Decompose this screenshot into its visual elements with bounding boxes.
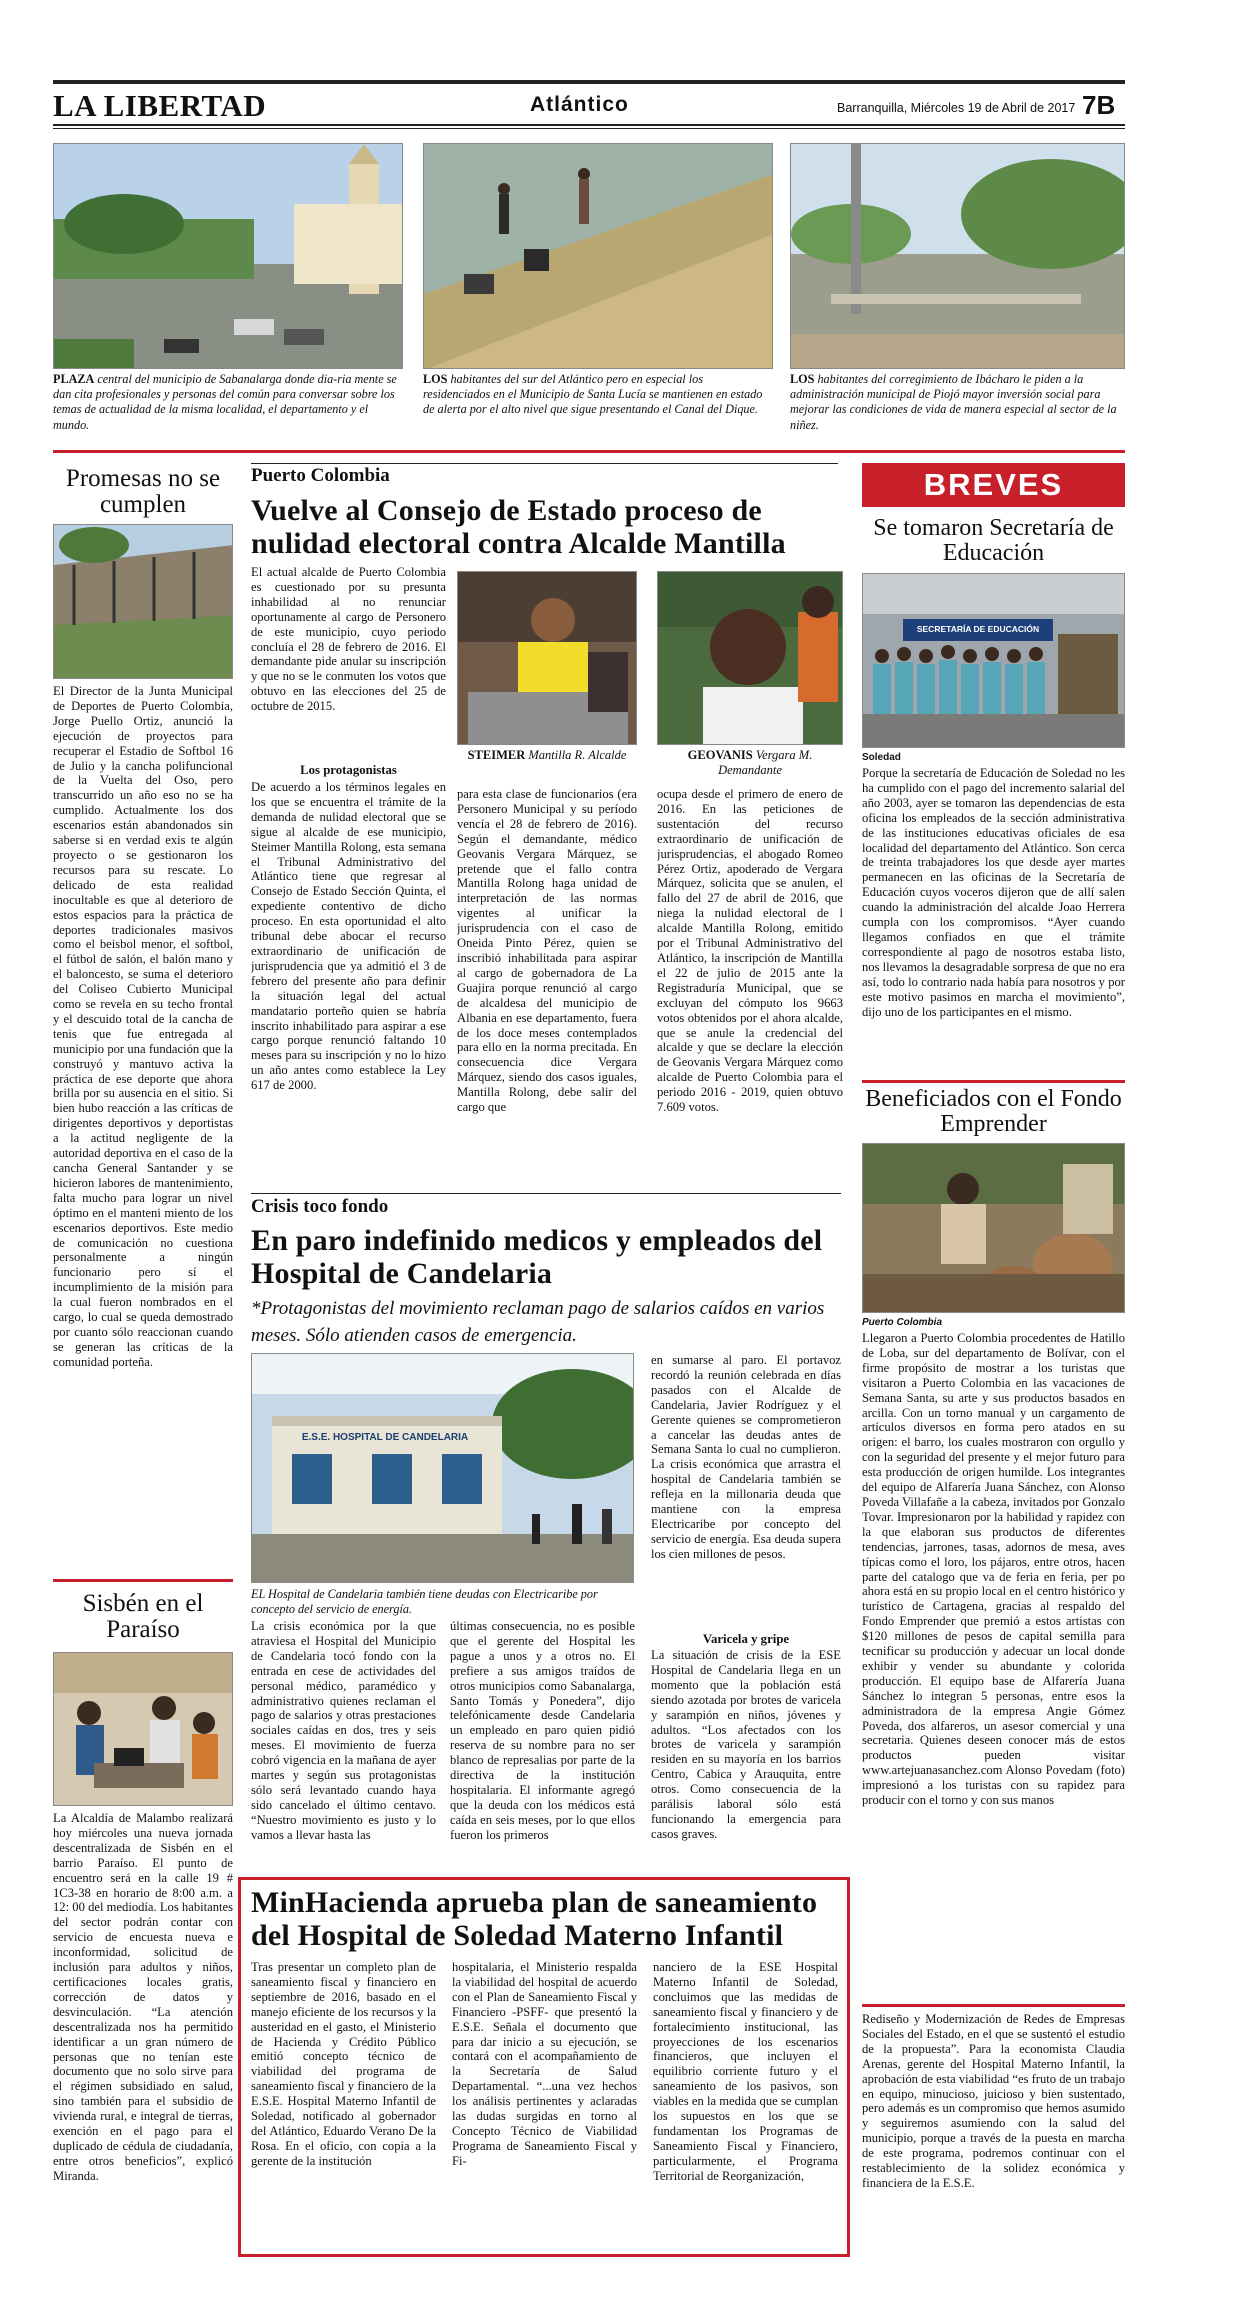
header-bottom-rule-2 bbox=[53, 128, 1125, 129]
page-number: 7B bbox=[1082, 90, 1116, 120]
photo-alfareria bbox=[862, 1143, 1125, 1313]
hospital-kicker: Crisis toco fondo bbox=[251, 1196, 389, 1217]
hospital-col3: en sumarse al paro. El portavoz recordó la reunión celebrada en días pasados con el Alcalde de Candelaria, Javier Rodríguez y el Gerente quienes se comprometieron a cancelar las deudas antes de Semana Santa lo cual no cumplieron. La crisis económica que arrastra el hospital de Candelaria también se refleja en la millonaria deuda que mantiene con la empresa Electricaribe por concepto del servicio de energía. Esa deuda supera los cien millones de pesos. bbox=[651, 1353, 841, 1561]
caption-canal-dique: LOS habitantes del sur del Atlántico pero en especial los residenciados en el Municipio de Santa Lucía se mantienen en estado de alerta por el alto nivel que sigue presentando el Canal del Dique. bbox=[423, 372, 763, 417]
consejo-kicker: Puerto Colombia bbox=[251, 465, 390, 486]
hospital-col1: La crisis económica por la que atraviesa el Hospital del Municipio de Candelaria tocó fondo con la entrada en cese de actividades del personal médico, paramédico y administrativo quienes reclaman el pago de salarios y otras prestaciones sociales caídas en dos, tres y seis meses. El movimiento de fuerza cobró vigencia en la mañana de ayer martes y según sus protagonistas sólo será levantado cuando haya sido cancelado el último centavo. “Nuestro movimiento es justo y lo vamos a llevar hasta las bbox=[251, 1619, 436, 1842]
consejo-headline: Vuelve al Consejo de Estado proceso de nulidad electoral contra Alcalde Mantilla bbox=[251, 494, 786, 560]
sisben-body: La Alcaldía de Malambo realizará hoy miércoles una nueva jornada descentralizada de Sisbén en el barrio Paraíso. El punto de encuentro será en la calle 19 # 1C3-38 en horario de 8:00 a.m. a 12: 00 del mediodía. Los habitantes del sector podrán contar con servicio de encuesta nueva e inconformidad, solicitud de inclusión para adultos y niños, certificaciones locales gratis, corrección de datos y desvinculación. “La atención descentralizada nos ha permitido identificar a un gran número de personas que no tenían este documento que no solo sirve para el régimen subsidiado en salud, sino también para el subsidio de vivienda rural, e integral de tierras, exención en el pago para el duplicado de cédula de ciudadanía, entre otros beneficios”, explicó Miranda. bbox=[53, 1811, 233, 2183]
photo-stadium bbox=[53, 524, 233, 679]
hospital-deck: *Protagonistas del movimiento reclaman pago de salarios caídos en varios meses. Sólo atienden casos de emergencia. bbox=[251, 1298, 825, 1346]
caption-geovanis: GEOVANIS Vergara M. Demandante bbox=[687, 748, 813, 777]
breves-story2-body: Llegaron a Puerto Colombia procedentes de Hatillo de Loba, sur del departamento de Bolívar, con el firme propósito de mostrar a los turistas que visitaron a Puerto Colombia en las vacaciones de Semana Santa, su arte y sus productos basados en arcilla. Con un torno manual y un cargamento de artículos diversos en forma pero atados en su origen: el barro, los cuales mostraron con orgullo y con la seguridad del presente y el mejor futuro para esta producción de origen humilde. Los integrantes del equipo de Alfarería Juana Sánchez, con Alonso Poveda Villafañe a la cabeza, invitados por Gonzalo Tovar. Impresionaron por la habilidad y rapidez con la que elaboran sus productos de diferentes tendencias, jarrones, tasas, adornos de mesa, aves típicas como el loro, los pájaros, entre otros, hacen parte del catalogo que va de feria en feria, per po ahora está en su propio local en el centro histórico y turístico de Cartagena, gracias al respaldo del Fondo Emprender que premió a estos artistas con $120 millones de pesos de capital semilla para tecnificar su producción y adecuar un local donde exhibir y vender su abundante y colorida producción. El equipo base de Alfarería Juana Sánchez lo integran 5 personas, entre esos la administradora de la empresa Angie Gómez Poveda, dos alfareros, un asesor comercial y una secretaria. Quienes deseen conocer más de estos productos pueden visitar www.artejuanasanchez.com Alonso Povedam (foto) impresionó a los turistas con su rapidez para producir con el torno y con sus manos bbox=[862, 1331, 1125, 1808]
left-red-rule bbox=[53, 1579, 233, 1582]
newspaper-name: LA LIBERTAD bbox=[53, 88, 267, 123]
consejo-subhead: Los protagonistas bbox=[300, 763, 397, 777]
breves-banner: BREVES bbox=[862, 463, 1125, 507]
breves-divider bbox=[862, 1080, 1125, 1083]
photo-sisben bbox=[53, 1652, 233, 1806]
consejo-top-rule bbox=[251, 463, 838, 464]
promesas-title: Promesas no se cumplen bbox=[65, 465, 221, 518]
section-name: Atlántico bbox=[530, 93, 629, 116]
consejo-col2: para esta clase de funcionarios (era Personero Municipal y su período vencía el 28 de febrero de 2016). Según el demandante, médico Geovanis Vergara Márquez, se pretende que el fallo contra Mantilla Rolong haga unidad de interpretación de las normas vigentes al unificar la jurisprudencia con el caso de Oneida Pinto Pérez, quien se inscribió inhabilitada para aspirar al cargo de gobernadora de La Guajira porque renunció al cargo de alcaldesa del municipio de Albania en ese departamento, fuera de los doce meses contemplados para ello en la norma precitada. En consecuencia dice Vergara Márquez, siendo dos casos iguales, Mantilla Rolong, debe salir del cargo que bbox=[457, 787, 637, 1115]
caption-ibacharo: LOS habitantes del corregimiento de Ibácharo le piden a la administración municipal de Piojó mayor inversión social para mejorar las condiciones de vida de manera especial al sector de la niñez. bbox=[790, 372, 1117, 432]
photo-ibacharo bbox=[790, 143, 1125, 369]
minhacienda-col4: Rediseño y Modernización de Redes de Empresas Sociales del Estado, en el que se sustentó el estudio de la propuesta”. Para la economista Claudia Arenas, gerente del Hospital Materno Infantil, la aprobación de esta viabilidad “es fruto de un trabajo en equipo, minucioso, juicioso y bien sustentado, pero además es un compromiso que hemos asumido y seguiremos asumiendo con la salud del municipio, porque a través de la puesta en marcha de este programa, podremos continuar con el restablecimiento de la solidez económica y financiera de la E.S.E. bbox=[862, 2012, 1125, 2190]
consejo-col1: El actual alcalde de Puerto Colombia es cuestionado por su presunta inhabilidad al no renunciar oportunamente al cargo de Personero de este municipio, cuyo periodo concluía el 28 de febrero de 2016. El demandante pide anular su inscripción y que no se le conmuten los votos que obtuvo en las elecciones del 25 de octubre de 2015. bbox=[251, 565, 446, 714]
minhacienda-headline: MinHacienda aprueba plan de saneamiento del Hospital de Soledad Materno Infantil bbox=[251, 1886, 818, 1952]
caption-steimer: STEIMER Mantilla R. Alcalde bbox=[467, 748, 627, 762]
breves-story1-body: Porque la secretaría de Educación de Soledad no les ha cumplido con el pago del incremento salarial del año 2003, ayer se tomaron las dependencias de esta oficina los empleados de la sección administrativa de las instituciones educativas oficiales de esa localidad del departamento del Atlántico. Son cerca de treinta trabajadores los que desde ayer martes permanecen en las oficinas de la Secretaría de Educación cuyos voceros dijeron que de allí salen cuando la administración del alcalde Joao Herrera cumpla con los compromisos. “Ayer cuando llegamos confiados en que el trámite correspondiente al pago de nosotros estaba listo, nos llevamos la desagradable sorpresa de que no era así, todo lo contrario nada había para nosotros y por este motivo pasimos en marcha el movimiento”, dijo uno de los participantes en el mismo. bbox=[862, 766, 1125, 1019]
secretaria-sign: SECRETARÍA DE EDUCACIÓN bbox=[916, 624, 1040, 634]
photo-secretaria bbox=[862, 573, 1125, 748]
promesas-body: El Director de la Junta Municipal de Deportes de Puerto Colombia, Jorge Puello Ortiz, anunció la ejecución de proyectos para recuperar el Estadio de Softbol 16 de Julio y la cancha polifuncional de la Vuelta del Oso, pero transcurrido un año eso no se ha cumplido. Actualmente los dos escenarios están abandonados sin saberse si en verdad exis te algún proyecto o se gestionaron los recursos para su rescate. Lo delicado de esta realidad inocultable es que al deterioro de estos espacios para la práctica de deportes tradicionales masivos como el beisbol menor, el softbol, el fútbol de salón, el balón mano y el baloncesto, se suma el deterioro del Coliseo Cubierto Municipal como se revela en su techo frontal y el descuido total de la cancha de tenis que fue entregada al municipio por una fundación que la construyó y mantuvo activa la práctica de ese deporte que ahora brilla por su ausencia en el sitio. Si bien hubo reacción a las críticas de dirigentes deportivos y deportistas a la actitud negligente de la autoridad deportiva en el caso de la cancha General Santander y se hicieron labores de mantenimiento, falta mucho para lograr un nivel óptimo en el manteni miento de los escenarios deportivos. Este medio de comunicación no cuestiona personalmente a ningún funcionario pero sí el incumplimiento de la misión para la cual fueron nombrados en el cargo, lo cual se queda demostrado por cuanto sólo reaccionan cuando se generan las críticas de la comunidad porteña. bbox=[53, 684, 233, 1369]
minhacienda-col2: hospitalaria, el Ministerio respalda la viabilidad del hospital de acuerdo con el Plan de Saneamiento Fiscal y Financiero -PSFF- que presentó la E.S.E. Señala el documento que para dar inicio a su ejecución, se contará con el acompañamiento de la Secretaría de Salud Departamental. “...una vez hechos los análisis pertinentes y aclaradas las dudas surgidas en torno al Concepto Técnico de Viabilidad Programa de Saneamiento Fiscal y Fi- bbox=[452, 1960, 637, 2168]
header-top-rule bbox=[53, 80, 1125, 84]
photo-hospital-candelaria bbox=[251, 1353, 634, 1583]
photo-geovanis bbox=[657, 571, 843, 745]
sisben-title: Sisbén en el Paraíso bbox=[82, 1590, 204, 1643]
breves-story2-location: Puerto Colombia bbox=[862, 1317, 943, 1328]
hospital-headline: En paro indefinido medicos y empleados del Hospital de Candelaria bbox=[251, 1224, 823, 1290]
consejo-col3: ocupa desde el primero de enero de 2016. En las peticiones de sustentación del recurso extraordinario de unificación de jurisprudencias, el abogado Romeo Pérez Ortiz, apoderado de Vergara Márquez, solicita que se anulen, el fallo del 27 de abril de 2016, que niega la nulidad electoral de l alcalde Mantilla Rolong, emitido por el Tribunal Administrativo del Atlántico, la inscripción de Mantilla el 22 de julio de 2015 ante la Registraduría Municipal, que se excluyan del cómputo los 9663 votos obtenidos por el ahora alcalde, que se anule la credencial del alcalde y que se declare la elección de Geovanis Vergara Márquez como alcalde de Puerto Colombia para el periodo 2016 - 2019, quien obtuvo 7.609 votos. bbox=[657, 787, 843, 1115]
photo-canal-del-dique bbox=[423, 143, 773, 369]
issue-date: Barranquilla, Miércoles 19 de Abril de 2017 bbox=[837, 101, 1076, 115]
photo-steimer bbox=[457, 571, 637, 745]
breves-bottom-rule bbox=[862, 2004, 1125, 2007]
photo-sabanalarga-plaza bbox=[53, 143, 403, 369]
breves-story2-title: Beneficiados con el Fondo Emprender bbox=[865, 1086, 1122, 1137]
minhacienda-col1: Tras presentar un completo plan de saneamiento fiscal y financiero en septiembre de 2016, basado en el manejo eficiente de los recursos y la austeridad en el gasto, el Ministerio de Hacienda y Crédito Público emitió concepto técnico de viabilidad del programa de saneamiento fiscal y financiero de la E.S.E. Hospital Materno Infantil de Soledad, notificado al gobernador del Atlántico, Eduardo Verano De la Rosa. En el oficio, con copia a la gerente de la institución bbox=[251, 1960, 436, 2168]
hospital-top-rule bbox=[251, 1193, 841, 1194]
consejo-col1b: De acuerdo a los términos legales en los que se encuentra el trámite de la demanda de nulidad electoral que se sigue al alcalde de ese municipio, Steimer Mantilla Rolong, esta semana el Tribunal Administrativo del Atlántico tiene que regresar al Consejo de Estado Sección Quinta, el expediente contentivo de dicho proceso. En esta oportunidad el alto tribunal debe abocar el recurso extraordinario de unificación de jurisprudencia que ya admitió el 3 de febrero del presente año para definir la situación legal del actual mandatario porteño quien se habría inscrito inhabilitado para aspirar a ese cargo porque renunció faltando 10 meses para su inscripción y no lo hizo un año antes como establece la Ley 617 de 2000. bbox=[251, 780, 446, 1093]
breves-story1-location: Soledad bbox=[862, 752, 901, 763]
breves-story1-title: Se tomaron Secretaría de Educación bbox=[873, 515, 1114, 566]
hospital-sign: E.S.E. HOSPITAL DE CANDELARIA bbox=[301, 1432, 469, 1443]
header-bottom-rule bbox=[53, 124, 1125, 126]
caption-hospital: EL Hospital de Candelaria también tiene deudas con Electricaribe por concepto del servicio de energía. bbox=[251, 1587, 598, 1617]
hospital-col3b: La situación de crisis de la ESE Hospital de Candelaria llega en un momento que la población está siendo azotada por brotes de varicela y sarampión en niños, jóvenes y adultos. “Los afectados con los brotes de varicela y sarampión residen en su mayoría en los barrios Centro, Cabica y Arauquita, entre otros. Como consecuencia de la parálisis laboral sólo está funcionando la emergencia para casos graves. bbox=[651, 1648, 841, 1841]
hospital-subhead: Varicela y gripe bbox=[702, 1632, 790, 1646]
hospital-col2: últimas consecuencia, no es posible que el gerente del Hospital les pague a unos y a otros no. El prefiere a sus amigos traídos de otros municipios como Sabanalarga, Santo Tomás y Ponedera”, dijo telefónicamente desde Candelaria un empleado en paro quien pidió reserva de su nombre para no ser blanco de represalias por parte de la directiva de la institución hospitalaria. El informante agregó que la deuda con los médicos está caída en seis meses, por lo que ellos fueron los primeros bbox=[450, 1619, 635, 1842]
minhacienda-col3: nanciero de la ESE Hospital Materno Infantil de Soledad, concluimos que las medidas de saneamiento fiscal y financiero y de fortalecimiento institucional, las proyecciones de los escenarios financieros, que incluyen el equilibrio corriente futuro y el saneamiento de los pasivos, son viables en la medida que se cumplan los supuestos en los que se fundamentan los Programas de Saneamiento Fiscal y Financiero, particularmente, el Programa Territorial de Reorganización, bbox=[653, 1960, 838, 2183]
top-red-rule bbox=[53, 450, 1125, 453]
caption-sabanalarga: PLAZA central del municipio de Sabanalarga donde dia-ria mente se dan cita profesionales y personas del común para conversar sobre los temas de actualidad de la misma localidad, el departamento y el mundo. bbox=[53, 372, 397, 432]
